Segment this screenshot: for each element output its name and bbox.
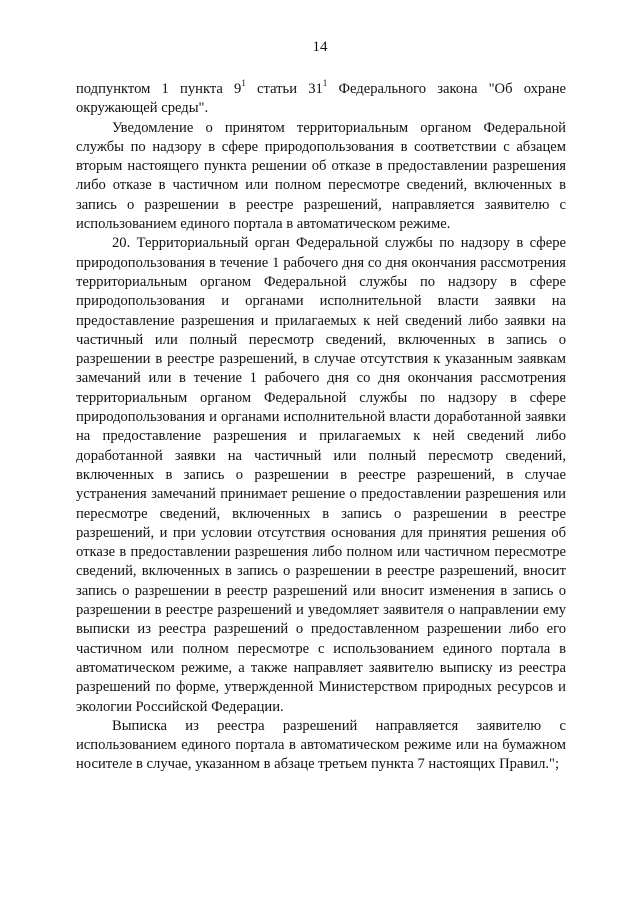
superscript: 1	[241, 78, 246, 89]
paragraph-item-20: 20. Территориальный орган Федеральной службы по надзору в сфере природопользования в течение 1 рабочего дня со дня окончания рассмотрения территориальным органом Федеральной службы по надзору в сфере природопользования и органами исполнительной власти заявки на предоставление разрешения и прилагаемых к ней сведений либо заявки на частичный или полный пересмотр сведений, включенных в запись о разрешении в реестре разрешений, в случае отсутствия к указанным заявкам замечаний или в течение 1 рабочего дня со дня окончания рассмотрения территориальным органом Федеральной службы по надзору в сфере природопользования и органами исполнительной власти доработанной заявки на предоставление разрешения и прилагаемых к ней сведений либо доработанной заявки на частичный или полный пересмотр сведений, включенных в запись о разрешении в реестре разрешений, в случае устранения замечаний принимает решение о предоставлении разрешения или пересмотре сведений, включенных в запись о разрешении в реестре разрешений, и при условии отсутствия основания для принятия решения об отказе в предоставлении разрешения либо полном или частичном пересмотре сведений, включенных в запись о разрешении в реестре разрешений, вносит запись о разрешении в реестр разрешений или вносит изменения в запись о разрешении в реестре разрешений и уведомляет заявителя о направлении ему выписки из реестра разрешений о предоставленном разрешении либо его частичном или полном пересмотре с использованием единого портала в автоматическом режиме, а также направляет заявителю выписку из реестра разрешений по форме, утвержденной Министерством природных ресурсов и экологии Российской Федерации.	[76, 235, 566, 715]
paragraph-text: статьи 31	[245, 81, 323, 97]
paragraph-notification: Уведомление о принятом территориальным органом Федеральной службы по надзору в сфере природопользования в соответствии с абзацем вторым настоящего пункта решении об отказе в предоставлении разрешения либо отказе в частичном или полном пересмотре сведений, включенных в запись о разрешении в реестре разрешений, направляется заявителю с использованием единого портала в автоматическом режиме.	[76, 119, 566, 233]
document-body	[76, 80, 566, 775]
superscript: 1	[322, 78, 328, 89]
paragraph-law-reference	[76, 80, 566, 119]
paragraph-extract: Выписка из реестра разрешений направляется заявителю с использованием единого портала в автоматическом режиме или на бумажном носителе в случае, указанном в абзаце третьем пункта 7 настоящих Правил.";	[76, 717, 566, 773]
paragraph-text: Федерального закона "Об охране окружающей среды".	[76, 81, 566, 117]
page-number: 14	[312, 39, 328, 55]
paragraph-text: подпунктом 1 пункта 9	[76, 81, 242, 97]
